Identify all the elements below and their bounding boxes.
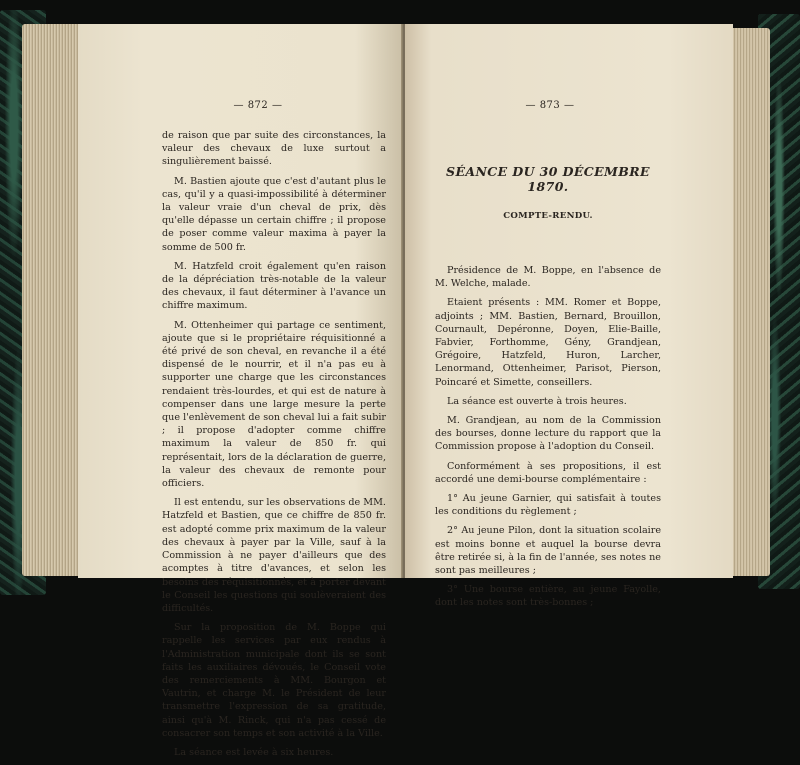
right-page	[405, 24, 733, 609]
paragraph: Il est entendu, sur les observations de MM. Hatzfeld et Bastien, que ce chiffre de 850 fr. est adopté comme prix maximum de la valeur des chevaux à payer par la Ville, sauf à la Commission à ne payer d'ailleurs que des acomptes à titre d'avances, et selon les besoins des réquisitionnés, et à porter devant le Conseil les questions qui soulèveraient des difficultés.	[162, 497, 386, 614]
paragraph: La séance est ouverte à trois heures.	[447, 395, 627, 407]
paragraph: Conformément à ses propositions, il est accordé une demi-bourse complémentaire :	[435, 460, 661, 485]
paragraph: La séance est levée à six heures.	[174, 746, 334, 758]
paragraph: Etaient présents : MM. Romer et Boppe, adjoints ; MM. Bastien, Bernard, Brouillon, Cournault, Depéronne, Doyen, Elie-Baille, Fabvier, Forthomme, Gény, Grandjean, Grégoire, Hatzfeld, Huron, Larcher, Lenormand, Ottenheimer, Parisot, Pierson, Poincaré et Simette, conseillers.	[435, 297, 661, 388]
right-page-body	[435, 264, 661, 616]
paragraph: M. Grandjean, au nom de la Commission des bourses, donne lecture du rapport que la Commission propose à l'adoption du Conseil.	[435, 415, 661, 453]
paragraph: 2° Au jeune Pilon, dont la situation scolaire est moins bonne et auquel la bourse devra être retirée si, à la fin de l'année, ses notes ne sont pas meilleures ;	[435, 525, 661, 577]
left-page	[78, 24, 404, 758]
paragraph: 3° Une bourse entière, au jeune Fayolle, dont les notes sont très-bonnes ;	[435, 584, 661, 609]
left-page-body	[162, 129, 386, 765]
page-number: — 873 —	[525, 100, 575, 111]
section-heading: COMPTE-RENDU.	[503, 211, 593, 221]
paragraph: M. Ottenheimer qui partage ce sentiment, ajoute que si le propriétaire réquisitionné a été privé de son cheval, en revanche il a été dispensé de le nourrir, et il n'a pas eu à supporter une charge que les circonstances rendaient très-lourdes, et qui est de nature à compenser dans une large mesure la perte que l'enlèvement de son cheval lui a fait subir ; il propose d'adopter comme chiffre maximum la valeur de 850 fr. qui représentait, lors de la déclaration de guerre, la valeur des chevaux de remonte pour officiers.	[162, 319, 386, 490]
paragraph: de raison que par suite des circonstances, la valeur des chevaux de luxe surtout a singulièrement baissé.	[162, 130, 386, 168]
paragraph: 1° Au jeune Garnier, qui satisfait à toutes les conditions du règlement ;	[435, 493, 661, 518]
paragraph: M. Bastien ajoute que c'est d'autant plus le cas, qu'il y a quasi-impossibilité à déterminer la valeur vraie d'un cheval de prix, dès qu'elle dépasse un certain chiffre ; il propose de poser comme valeur maxima à payer la somme de 500 fr.	[162, 175, 386, 253]
paragraph: Sur la proposition de M. Boppe qui rappelle les services par eux rendus à l'Administration municipale dont ils se sont faits les auxiliaires dévoués, le Conseil vote des remerciements à MM. Bourgon et Vautrin, et charge M. le Président de leur transmettre l'expression de sa gratitude, ainsi qu'à M. Rinck, qui n'a pas cessé de consacrer son temps et son activité à la Ville.	[162, 622, 386, 739]
session-title: SÉANCE DU 30 DÉCEMBRE 1870.	[446, 164, 650, 194]
paragraph: Présidence de M. Boppe, en l'absence de M. Welche, malade.	[435, 265, 661, 290]
paragraph: M. Hatzfeld croit également qu'en raison de la dépréciation très-notable de la valeur des chevaux, il faut déterminer à l'avance un chiffre maximum.	[162, 260, 386, 312]
page-number: — 872 —	[233, 100, 283, 111]
page-edges-left	[22, 24, 80, 576]
page-edges-right	[730, 28, 770, 576]
